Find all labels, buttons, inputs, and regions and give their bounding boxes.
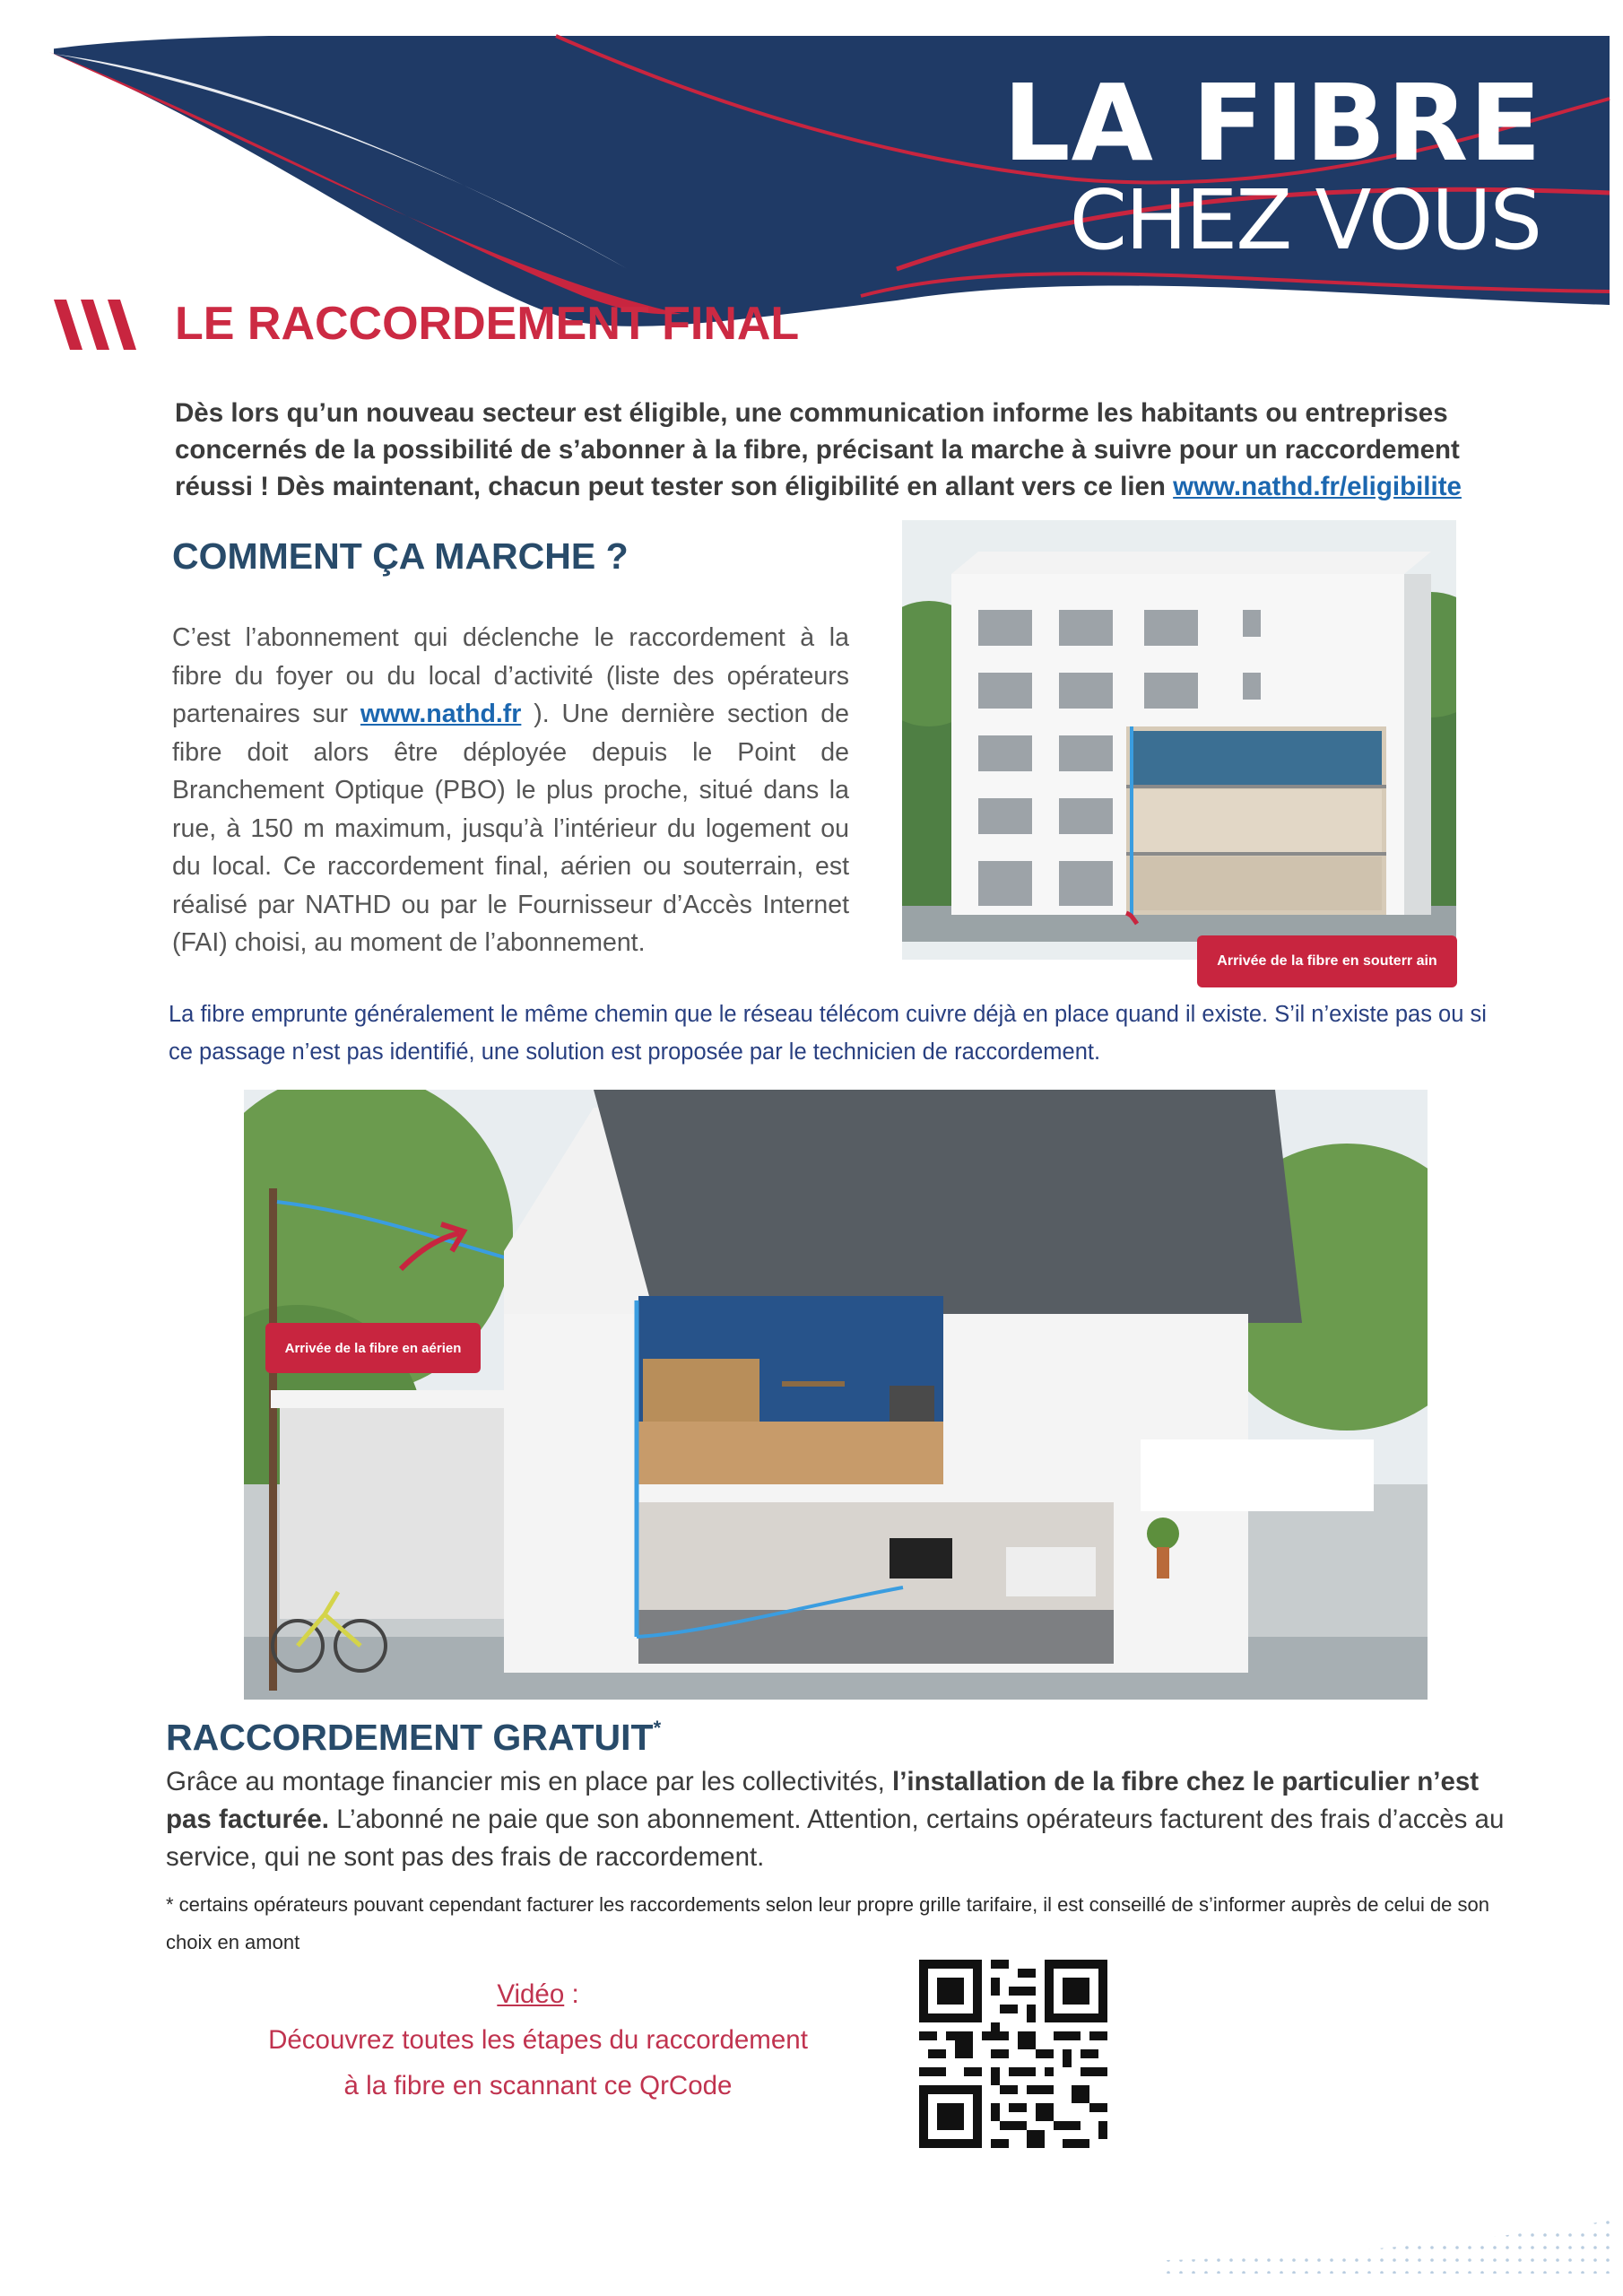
video-label-suffix: : [564, 1979, 579, 2009]
section-title-comment-ca-marche: COMMENT ÇA MARCHE ? [172, 535, 629, 577]
callout-aerial: Arrivée de la fibre en aérien [265, 1323, 481, 1373]
path-note: La fibre emprunte généralement le même chemin que le réseau télécom cuivre déjà en place quand il existe. S’il n’existe pas ou si ce passage n’est pas identifié, une solution est proposée par le technicien de raccordement. [169, 1002, 1487, 1065]
section-title-raccordement-final: LE RACCORDEMENT FINAL [175, 298, 800, 350]
gratuit-asterisk: * [653, 1717, 662, 1739]
video-line2: à la fibre en scannant ce QrCode [343, 2071, 733, 2100]
house-illustration [244, 1090, 1428, 1700]
header-title-line2: CHEZ VOUS [1069, 172, 1541, 268]
video-line1: Découvrez toutes les étapes du raccordement [268, 2025, 808, 2055]
video-block [215, 1971, 861, 2109]
decorative-dots [1166, 2220, 1614, 2274]
section-marker-icon [50, 294, 140, 352]
intro-text: Dès lors qu’un nouveau secteur est éligible, une communication informe les habitants ou entreprises concernés de la possibilité de s’abonner à la fibre, précisant la marche à suivre pour un raccordement réussi ! Dès maintenant, chacun peut tester son éligibilité en allant vers ce lien [175, 398, 1460, 501]
callout-underground: Arrivée de la fibre en souterr ain [1197, 935, 1457, 987]
qr-code-icon[interactable] [919, 1960, 1107, 2148]
gratuit-text-bold: l’installation de la fibre chez le particulier n’est pas facturée. [166, 1767, 1480, 1834]
header-title-line1: LA FIBRE [1002, 61, 1542, 185]
how-it-works-paragraph [172, 619, 849, 962]
operators-link[interactable]: www.nathd.fr [360, 700, 522, 728]
intro-paragraph [175, 395, 1515, 505]
gratuit-paragraph [166, 1763, 1511, 1876]
section-title-raccordement-gratuit [166, 1718, 661, 1758]
gratuit-text-part2: L’abonné ne paie que son abonnement. Attention, certains opérateurs facturent des frais d’accès au service, qui ne sont pas des frais de raccordement. [166, 1805, 1505, 1872]
body-text-part1: C’est l’abonnement qui déclenche le raccordement à la fibre du foyer ou du local d’activité (liste des opérateurs partenaires sur [172, 623, 849, 728]
footnote: * certains opérateurs pouvant cependant facturer les raccordements selon leur propre grille tarifaire, il est conseillé de s’informer auprès de celui de son choix en amont [166, 1893, 1489, 1953]
video-label[interactable]: Vidéo [497, 1979, 565, 2009]
eligibility-link[interactable]: www.nathd.fr/eligibilite [1173, 472, 1462, 501]
building-illustration [902, 520, 1456, 960]
gratuit-title-text: RACCORDEMENT GRATUIT [166, 1717, 654, 1758]
body-text-part2: ). Une dernière section de fibre doit alors être déployée depuis le Point de Branchement Optique (PBO) le plus proche, situé dans la rue, à 150 m maximum, jusqu’à l’intérieur du logement ou du local. Ce raccordement final, aérien ou souterrain, est réalisé par NATHD ou par le Fournisseur d’Accès Internet (FAI) choisi, au moment de l’abonnement. [172, 700, 849, 957]
gratuit-text-part1: Grâce au montage financier mis en place par les collectivités, [166, 1767, 892, 1796]
